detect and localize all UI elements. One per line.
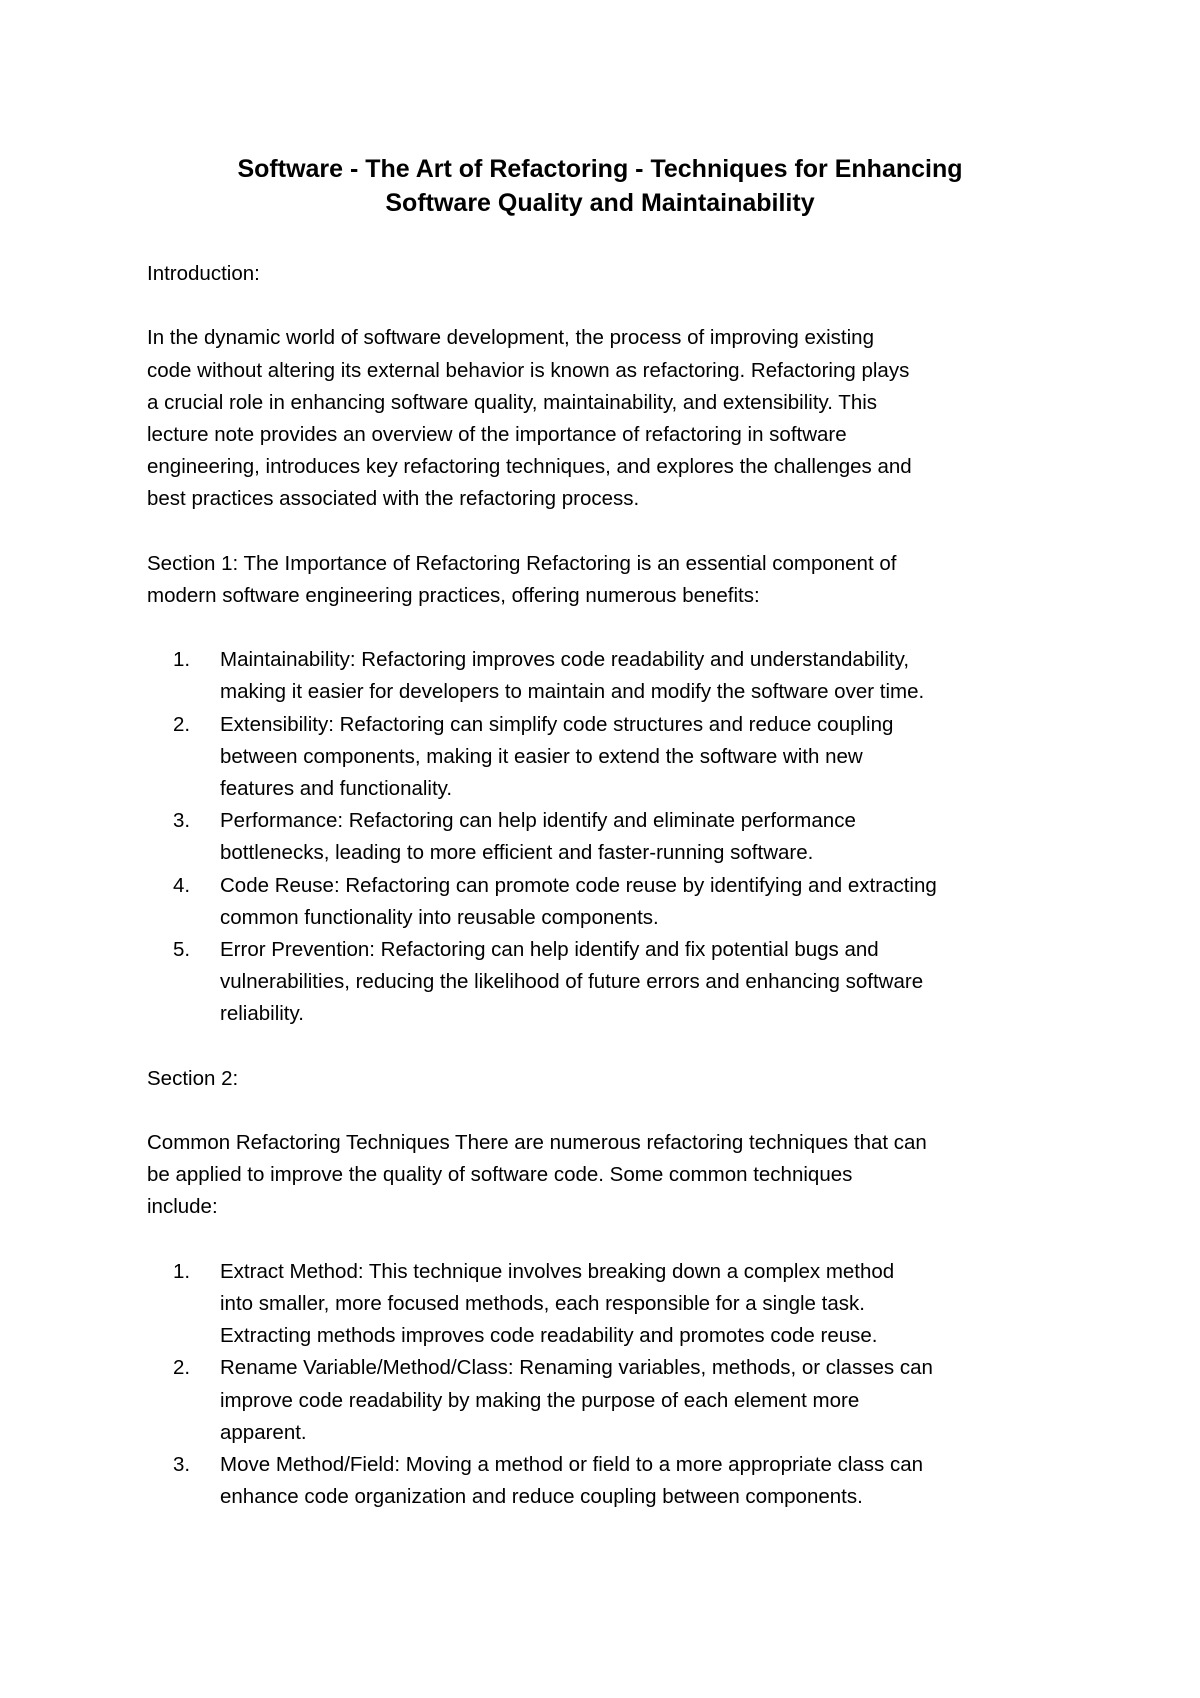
text-line: modern software engineering practices, offering numerous benefits:: [147, 583, 760, 607]
text-line: common functionality into reusable components.: [220, 905, 659, 929]
section-1-paragraph: [147, 548, 1107, 612]
blank-line: [147, 1095, 1107, 1127]
text-line: best practices associated with the refactoring process.: [147, 487, 640, 511]
techniques-list: [147, 1256, 1107, 1514]
text-line: reliability.: [220, 1002, 304, 1026]
text-line: Section 1: The Importance of Refactoring Refactoring is an essential component of: [147, 551, 897, 575]
list-item: [147, 1256, 1107, 1353]
text-line: apparent.: [220, 1420, 307, 1444]
text-line: Extensibility: Refactoring can simplify code structures and reduce coupling: [220, 712, 894, 736]
list-item: [147, 805, 1107, 869]
list-item: [147, 934, 1107, 1031]
list-number: 1.: [173, 648, 191, 672]
text-line: bottlenecks, leading to more efficient and faster-running software.: [220, 841, 814, 865]
text-line: Extracting methods improves code readability and promotes code reuse.: [220, 1324, 878, 1348]
blank-line: [147, 1031, 1107, 1063]
list-number: 2.: [173, 1356, 191, 1380]
list-number: 2.: [173, 712, 191, 736]
blank-line: [147, 516, 1107, 548]
text-line: engineering, introduces key refactoring techniques, and explores the challenges and: [147, 455, 912, 479]
blank-line: [147, 612, 1107, 644]
text-line: code without altering its external behavior is known as refactoring. Refactoring plays: [147, 358, 910, 382]
benefits-list: [147, 644, 1107, 1030]
document-body: [147, 258, 1107, 1513]
title-line: Software Quality and Maintainability: [385, 189, 815, 217]
text-line: features and functionality.: [220, 777, 453, 800]
list-number: 1.: [173, 1259, 191, 1283]
introduction-heading: [147, 258, 1107, 290]
text-line: be applied to improve the quality of software code. Some common techniques: [147, 1163, 853, 1187]
text-line: lecture note provides an overview of the importance of refactoring in software: [147, 422, 847, 446]
list-number: 3.: [173, 809, 191, 833]
introduction-paragraph: [147, 322, 1107, 515]
text-line: Error Prevention: Refactoring can help identify and fix potential bugs and: [220, 937, 879, 961]
text-line: Extract Method: This technique involves breaking down a complex method: [220, 1259, 895, 1283]
list-number: 4.: [173, 873, 191, 897]
text-line: making it easier for developers to maintain and modify the software over time.: [220, 680, 925, 704]
list-item: [147, 870, 1107, 934]
text-line: In the dynamic world of software development, the process of improving existing: [147, 326, 874, 350]
text-line: into smaller, more focused methods, each responsible for a single task.: [220, 1292, 865, 1315]
text-line: Section 2:: [147, 1066, 239, 1090]
text-line: Maintainability: Refactoring improves code readability and understandability,: [220, 648, 910, 672]
text-line: a crucial role in enhancing software quality, maintainability, and extensibility. This: [147, 390, 878, 414]
list-item: [147, 709, 1107, 806]
text-line: improve code readability by making the purpose of each element more: [220, 1388, 860, 1412]
list-number: 3.: [173, 1452, 191, 1476]
section-2-heading: [147, 1063, 1107, 1095]
list-item: [147, 1352, 1107, 1449]
blank-line: [147, 290, 1107, 322]
section-2-paragraph: [147, 1127, 1107, 1224]
text-line: Common Refactoring Techniques There are numerous refactoring techniques that can: [147, 1131, 927, 1155]
text-line: Introduction:: [147, 262, 260, 285]
document-title: [0, 152, 1200, 220]
text-line: Move Method/Field: Moving a method or field to a more appropriate class can: [220, 1452, 924, 1476]
text-line: vulnerabilities, reducing the likelihood of future errors and enhancing software: [220, 970, 924, 994]
text-line: Rename Variable/Method/Class: Renaming variables, methods, or classes can: [220, 1356, 933, 1380]
text-line: Code Reuse: Refactoring can promote code reuse by identifying and extracting: [220, 873, 937, 897]
list-item: [147, 1449, 1107, 1513]
text-line: between components, making it easier to extend the software with new: [220, 744, 863, 768]
text-line: include:: [147, 1195, 218, 1219]
title-line: Software - The Art of Refactoring - Techniques for Enhancing: [237, 155, 963, 183]
text-line: enhance code organization and reduce coupling between components.: [220, 1485, 863, 1509]
blank-line: [147, 1224, 1107, 1256]
text-line: Performance: Refactoring can help identify and eliminate performance: [220, 809, 856, 833]
list-number: 5.: [173, 937, 191, 961]
list-item: [147, 644, 1107, 708]
